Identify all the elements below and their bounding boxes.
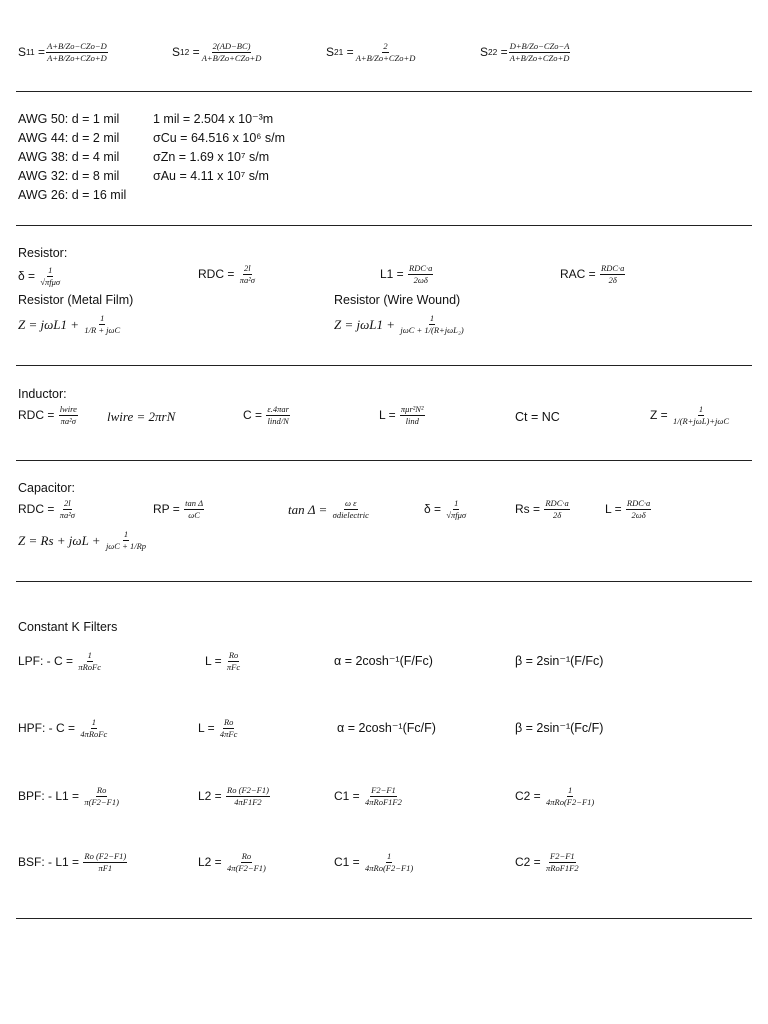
divider-4 [16,460,752,461]
s12-label: S [172,45,181,60]
lpf-l [205,651,242,672]
bpf-l2-num: Ro (F2−F1) [227,785,269,795]
bsf-c2-num: F2−F1 [550,851,575,861]
inductor-l [379,405,426,426]
bsf-l2 [198,852,268,873]
capacitor-z: Z = Rs + jωL + $\frac{1}{\text{jωC + 1/Rp}}$ [18,529,147,551]
bsf-c2 [515,852,581,873]
resistor-rac-num: RDC·a [601,263,625,273]
hpf-alpha: α = 2cosh⁻¹(Fc/F) [337,721,436,735]
inductor-c-num: ε.4πar [267,404,289,414]
divider-2 [16,225,752,226]
capacitor-rp [153,499,205,520]
lpf-c-num: 1 [87,650,92,660]
lpf-beta: β = 2sin⁻¹(F/Fc) [515,654,604,668]
capacitor-z-lhs: Z = Rs + jωL + [18,532,101,548]
resistor-rdc-den: πa²σ [239,274,255,285]
capacitor-l-num: RDC·a [626,498,651,508]
resistor-l1 [380,264,434,285]
bsf-c2-lhs: C2 = [515,855,541,870]
divider-3 [16,365,752,366]
bpf-c1-num: F2−F1 [371,785,396,795]
s21-numerator: 2 [383,41,388,51]
awg-line-3: AWG 32: d = 8 mil [18,169,120,183]
inductor-l-lhs: L = [379,408,396,423]
divider-1 [16,91,752,92]
capacitor-l [605,499,652,520]
awg-line-0: AWG 50: d = 1 mil [18,112,120,126]
s11-denominator: A+B/Zo+CZo+D [47,52,107,63]
capacitor-rp-den: ωC [188,509,200,520]
bpf-c1-lhs: C1 = [334,789,360,804]
resistor-delta-den: √πfμσ [40,276,61,287]
bpf-c1 [334,786,404,807]
bpf-c2-num: 1 [568,785,573,795]
lpf-l-lhs: L = [205,654,222,669]
bsf-l1-den: πF1 [98,862,113,873]
bpf-l1-den: π(F2−F1) [84,796,119,807]
bpf-c2-den: 4πRo(F2−F1) [546,796,595,807]
inductor-title: Inductor: [18,387,67,401]
bpf-c2 [515,786,596,807]
s11-label: S [18,45,27,60]
inductor-l-num: πμr²N² [400,404,424,414]
hpf-l [198,718,239,739]
inductor-z-lhs: Z = [650,408,668,423]
resistor-rac-lhs: RAC = [560,267,596,282]
resistor-metal-z-lhs: Z = jωL1 + [18,316,80,332]
inductor-c-lhs: C = [243,408,263,423]
hpf-c [18,718,109,739]
s21-label: S [326,45,335,60]
s21-equation: S 21 = $\frac{2}{\text{A+B/Zo+CZo+D}}$ [326,41,416,63]
resistor-title: Resistor: [18,246,68,260]
lpf-c-den: πRoFc [78,661,102,672]
bpf-c1-den: 4πRoF1F2 [365,796,402,807]
resistor-wire-wound-title: Resistor (Wire Wound) [334,293,461,307]
s21-denominator: A+B/Zo+CZo+D [355,52,416,63]
lpf-l-num: Ro [228,650,239,660]
capacitor-rs [515,499,571,520]
inductor-rdc-lhs: RDC = [18,408,55,423]
awg-line-1: AWG 44: d = 2 mil [18,131,120,145]
hpf-beta: β = 2sin⁻¹(Fc/F) [515,721,604,735]
resistor-l1-den: 2ωδ [413,274,428,285]
resistor-rac-den: 2δ [608,274,617,285]
s11-equation: S 11 = $\frac{\text{A+B/Zo−CZo−D}}{\text{A+B/Zo+CZo+D}}$ [18,41,107,63]
capacitor-title: Capacitor: [18,481,75,495]
capacitor-rdc-den: πa²σ [59,509,75,520]
bsf-c1-den: 4πRo(F2−F1) [365,862,414,873]
bpf-l2-lhs: L2 = [198,789,222,804]
inductor-z-num: 1 [698,404,704,414]
divider-6 [16,918,752,919]
resistor-delta-lhs: δ = [18,269,36,284]
capacitor-rp-lhs: RP = [153,502,180,517]
hpf-l-lhs: L = [198,721,215,736]
resistor-l1-lhs: L1 = [380,267,404,282]
bpf-l2 [198,786,271,807]
divider-5 [16,581,752,582]
capacitor-delta-num: 1 [454,498,459,508]
resistor-l1-num: RDC·a [409,263,433,273]
hpf-c-num: 1 [91,717,96,727]
capacitor-delta-den: √πfμσ [446,509,467,520]
capacitor-rdc-lhs: RDC = [18,502,55,517]
s12-denominator: A+B/Zo+CZo+D [201,52,262,63]
resistor-metal-film-z: Z = jωL1 + $\frac{1}{\text{1/R + jωC}}$ [18,313,121,335]
inductor-c [243,405,291,426]
resistor-rdc-num: 2l [244,263,251,273]
capacitor-l-lhs: L = [605,502,622,517]
resistor-delta [18,266,62,287]
inductor-l-den: lind [405,415,419,426]
filters-title: Constant K Filters [18,620,118,634]
awg-line-4: AWG 26: d = 16 mil [18,188,127,202]
inductor-rdc [18,405,79,426]
hpf-l-num: Ro [223,717,234,727]
bsf-l2-lhs: L2 = [198,855,222,870]
capacitor-rp-num: tan Δ [185,498,204,508]
capacitor-rs-num: RDC·a [545,498,569,508]
s12-equation: S 12 = $\frac{2(AD-BC)}{\text{A+B/Zo+CZo+D}}$ [172,41,262,63]
capacitor-tan-num: ω ε [345,498,357,508]
inductor-ct: Ct = NC [515,410,560,424]
bsf-l1-lhs: BSF: - L1 = [18,855,80,870]
bpf-l1 [18,786,121,807]
bsf-l2-den: 4π(F2−F1) [227,862,266,873]
inductor-z [650,405,731,426]
capacitor-rdc-num: 2l [64,498,71,508]
capacitor-tan-lhs: tan Δ = [288,501,328,517]
inductor-rdc-num: lwire [59,404,77,414]
bpf-l1-num: Ro [96,785,107,795]
bsf-c1 [334,852,415,873]
lpf-c-lhs: LPF: - C = [18,654,74,669]
bsf-c1-lhs: C1 = [334,855,360,870]
s22-equation: S 22 = $\frac{\text{D+B/Zo−CZo−A}}{\text{A+B/Zo+CZo+D}}$ [480,41,570,63]
constant-0: 1 mil = 2.504 x 10⁻³m [153,112,274,126]
hpf-c-den: 4πRoFc [80,728,108,739]
resistor-rac [560,264,626,285]
capacitor-tan [288,499,371,520]
s22-label: S [480,45,489,60]
resistor-wire-z-lhs: Z = jωL1 + [334,316,396,332]
resistor-rdc-lhs: RDC = [198,267,235,282]
constant-3: σAu = 4.11 x 10⁷ s/m [153,169,269,183]
resistor-wire-wound-z: Z = jωL1 + $\frac{1}{\text{jωC + 1/(R+jωL₂)}}$ [334,313,464,335]
lpf-alpha: α = 2cosh⁻¹(F/Fc) [334,654,433,668]
inductor-rdc-den: πa²σ [60,415,76,426]
bsf-c1-num: 1 [387,851,392,861]
constant-2: σZn = 1.69 x 10⁷ s/m [153,150,270,164]
resistor-delta-num: 1 [48,265,53,275]
constant-1: σCu = 64.516 x 10⁶ s/m [153,131,286,145]
s12-numerator: 2(AD−BC) [212,41,251,51]
hpf-c-lhs: HPF: - C = [18,721,76,736]
resistor-metal-film-title: Resistor (Metal Film) [18,293,134,307]
capacitor-delta-lhs: δ = [424,502,442,517]
s22-numerator: D+B/Zo−CZo−A [509,41,570,51]
bpf-l1-lhs: BPF: - L1 = [18,789,80,804]
capacitor-rs-lhs: Rs = [515,502,541,517]
s11-numerator: A+B/Zo−CZo−D [47,41,107,51]
bsf-l1 [18,852,128,873]
capacitor-rdc [18,499,77,520]
awg-line-2: AWG 38: d = 4 mil [18,150,120,164]
bpf-c2-lhs: C2 = [515,789,541,804]
capacitor-tan-den: σdielectric [332,509,369,520]
s22-denominator: A+B/Zo+CZo+D [509,52,570,63]
bsf-c2-den: πRoF1F2 [546,862,579,873]
inductor-lwire: lwire = 2πrN [107,409,176,424]
inductor-z-den: 1/(R+jωL)+jωC [673,415,730,426]
inductor-c-den: lind/N [267,415,289,426]
lpf-c [18,651,103,672]
capacitor-rs-den: 2δ [552,509,562,520]
lpf-l-den: πFc [226,661,241,672]
bsf-l1-num: Ro (F2−F1) [84,851,127,861]
bpf-l2-den: 4πF1F2 [234,796,262,807]
bsf-l2-num: Ro [241,851,252,861]
hpf-l-den: 4πFc [219,728,238,739]
resistor-rdc [198,264,257,285]
capacitor-l-den: 2ωδ [631,509,646,520]
capacitor-delta [424,499,468,520]
